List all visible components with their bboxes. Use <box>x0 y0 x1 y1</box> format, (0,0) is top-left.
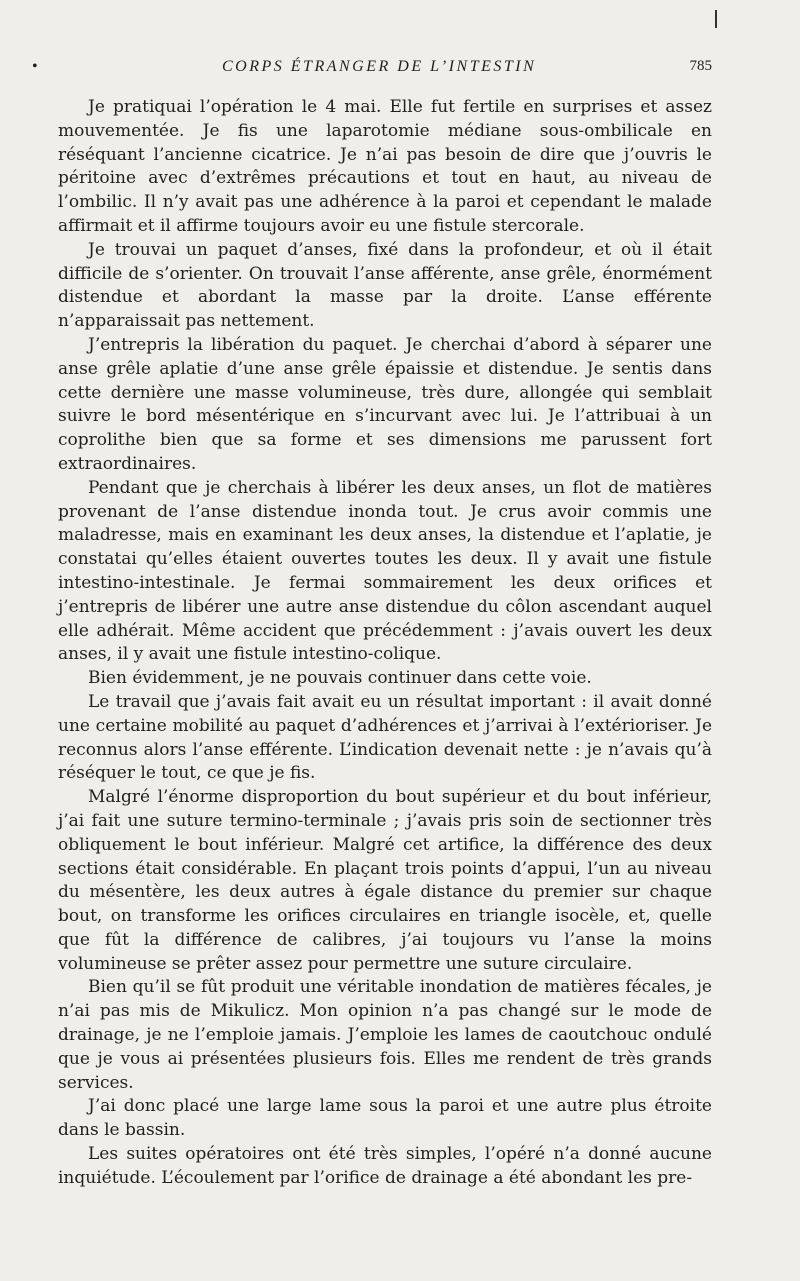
paragraph: Bien qu’il se fût produit une véritable inondation de matières fécales, je n’ai pas mis de Mikulicz. Mon opinion n’a pas changé sur le mode de drainage, je ne l’emploie jamais. J’emploie les lames de caoutchouc ondulé que je vous ai présentées plusieurs fois. Elles me rendent de très grands services. <box>58 977 712 1093</box>
paragraph: J’ai donc placé une large lame sous la paroi et une autre plus étroite dans le bassin. <box>58 1096 712 1141</box>
page-number: 785 <box>689 58 712 74</box>
paragraph: Je trouvai un paquet d’anses, fixé dans la profondeur, et où il était difficile de s’orienter. On trouvait l’anse afférente, anse grêle, énormément distendue et abordant la masse par la droite. L’anse efférente n’apparaissait pas nettement. <box>58 239 712 332</box>
paragraph: Le travail que j’avais fait avait eu un résultat important : il avait donné une certaine mobilité au paquet d’adhérences et j’arrivai à l’extérioriser. Je reconnus alors l’anse efférente. L’indication devenait nette : je n’avais qu’à réséquer le tout, ce que je fis. <box>58 691 712 784</box>
page-header <box>32 58 712 80</box>
paragraph: Les suites opératoires ont été très simples, l’opéré n’a donné aucune inquiétude. L’écoulement par l’orifice de drainage a été abondant les pre- <box>58 1144 712 1188</box>
paragraph: J’entrepris la libération du paquet. Je cherchai d’abord à séparer une anse grêle aplatie d’une anse grêle épaissie et distendue. Je sentis dans cette dernière une masse volumineuse, très dure, allongée qui semblait suivre le bord mésentérique en s’incurvant avec lui. Je l’attribuai à un coprolithe bien que sa forme et ses dimensions me parussent fort extraordinaires. <box>58 334 712 474</box>
paragraph: Malgré l’énorme disproportion du bout supérieur et du bout inférieur, j’ai fait une suture termino-terminale ; j’avais pris soin de sectionner très obliquement le bout inférieur. Malgré cet artifice, la différence des deux sections était considérable. En plaçant trois points d’appui, l’un au niveau du mésentère, les deux autres à égale distance du premier sur chaque bout, on transforme les orifices circulaires en triangle isocèle, et, quelle que fût la différence de calibres, j’ai toujours vu l’anse la moins volumineuse se prêter assez pour permettre une suture circulaire. <box>58 787 712 974</box>
paragraph: Bien évidemment, je ne pouvais continuer dans cette voie. <box>88 668 592 689</box>
header-bullet: • <box>32 58 38 75</box>
running-title: CORPS ÉTRANGER DE L’INTESTIN <box>222 58 537 75</box>
body-text <box>58 96 712 1191</box>
paragraph: Je pratiquai l’opération le 4 mai. Elle fut fertile en surprises et assez mouvementée. Je fis une laparotomie médiane sous-ombilicale en réséquant l’ancienne cicatrice. Je n’ai pas besoin de dire que j’ouvris le péritoine avec d’extrêmes précautions et tout en haut, au niveau de l’ombilic. Il n’y avait pas une adhérence à la paroi et cependant le malade affirmait et il affirme toujours avoir eu une fistule stercorale. <box>58 97 712 236</box>
paragraph: Pendant que je cherchais à libérer les deux anses, un flot de matières provenant de l’anse distendue inonda tout. Je crus avoir commis une maladresse, mais en examinant les deux anses, la distendue et l’aplatie, je constatai qu’elles étaient ouvertes toutes les deux. Il y avait une fistule intestino-intestinale. Je fermai sommairement les deux orifices et j’entrepris de libérer une autre anse distendue du côlon ascendant auquel elle adhérait. Même accident que précédemment : j’avais ouvert les deux anses, il y avait une fistule intestino-colique. <box>58 477 712 665</box>
scan-mark <box>715 10 717 28</box>
